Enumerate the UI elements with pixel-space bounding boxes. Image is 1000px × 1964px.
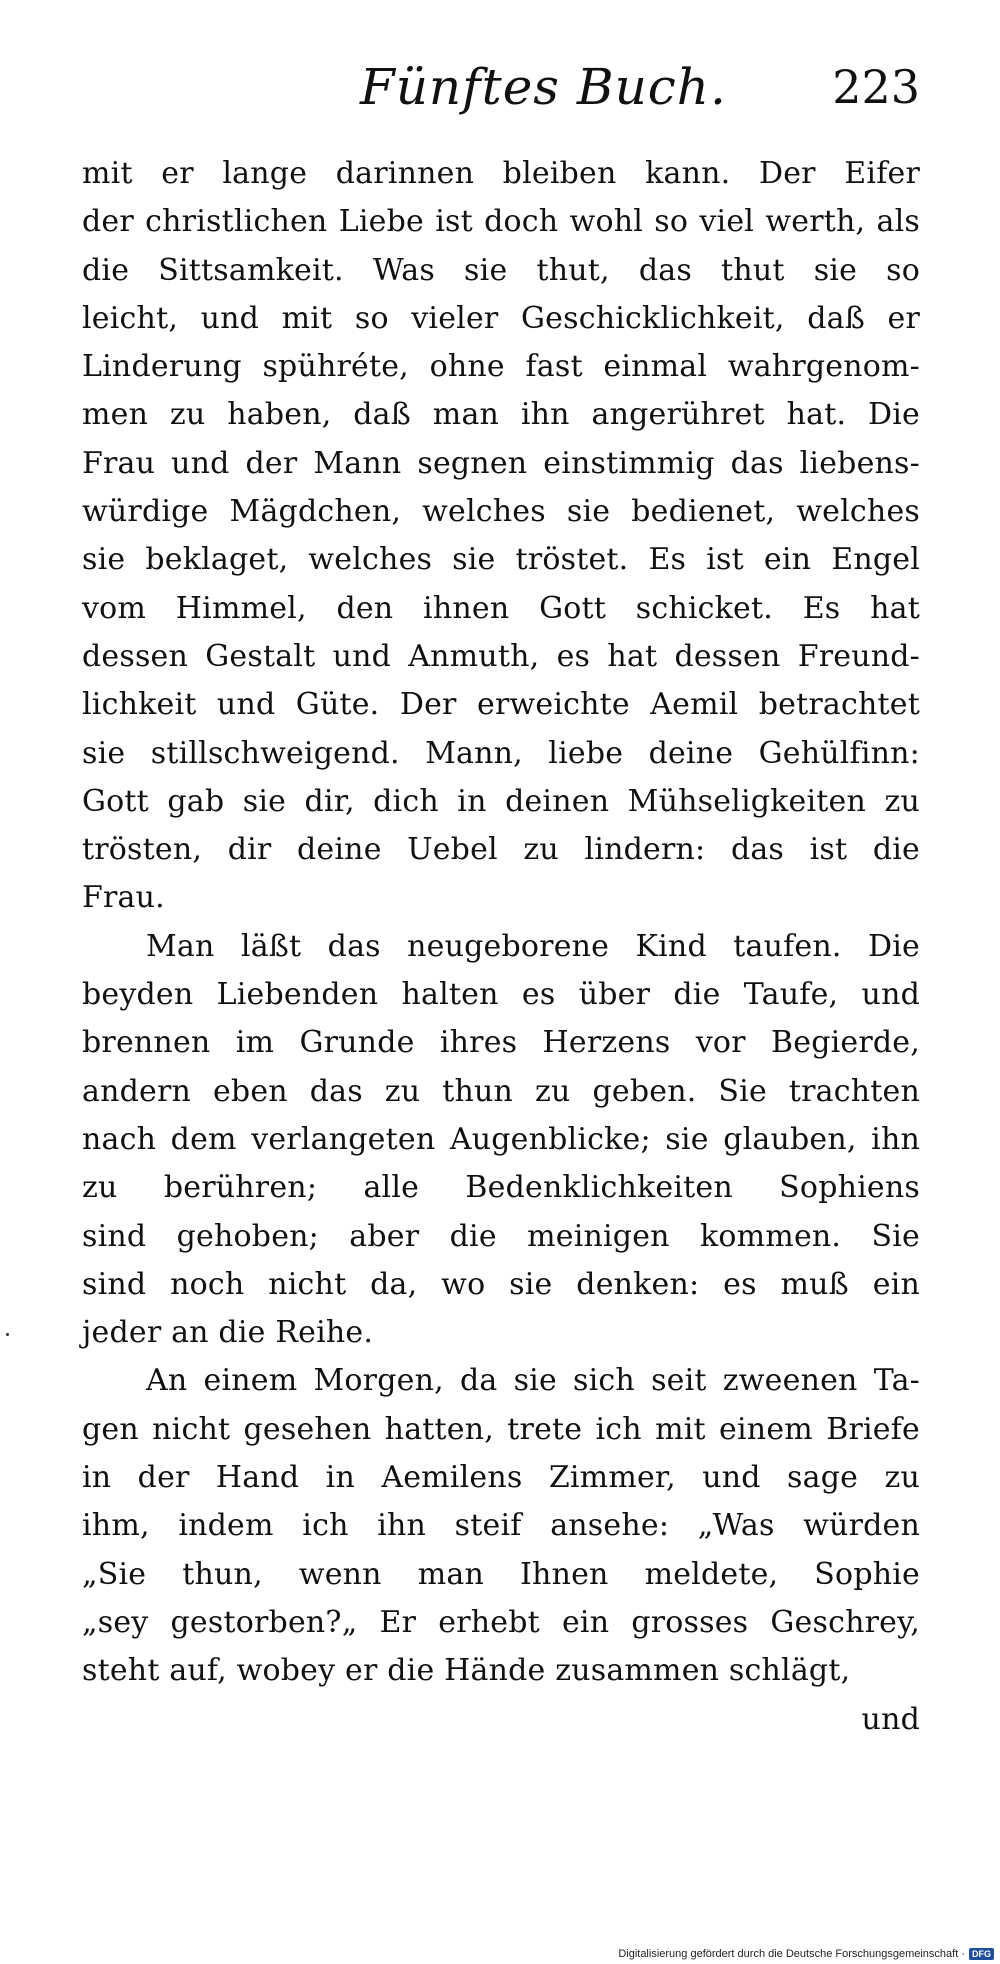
text-line: mit er lange darinnen bleiben kann. Der Eifer — [82, 156, 920, 191]
text-line: Frau. — [82, 880, 165, 916]
page-header — [90, 58, 920, 138]
text-line: der christlichen Liebe ist doch wohl so viel werth, als — [82, 204, 920, 240]
digitization-footer — [618, 1948, 994, 1960]
text-line: Frau und der Mann segnen einstimmig das liebens- — [82, 445, 920, 481]
catchword: und — [861, 1701, 920, 1737]
text-line: sind noch nicht da, wo sie denken: es muß ein — [82, 1266, 920, 1302]
text-line: in der Hand in Aemilens Zimmer, und sage zu — [82, 1460, 920, 1496]
text-line: lichkeit und Güte. Der erweichte Aemil betrachtet — [82, 687, 920, 723]
text-line: beyden Liebenden halten es über die Taufe, und — [82, 977, 920, 1013]
text-line: Man läßt das neugeborene Kind taufen. Die — [146, 928, 920, 964]
text-line: sind gehoben; aber die meinigen kommen. Sie — [82, 1218, 920, 1254]
text-line: die Sittsamkeit. Was sie thut, das thut sie so — [82, 252, 920, 288]
text-line: An einem Morgen, da sie sich seit zweenen Ta- — [146, 1363, 920, 1399]
text-line: „Sie thun, wenn man Ihnen meldete, Sophie — [82, 1556, 920, 1592]
text-line: zu berühren; alle Bedenklichkeiten Sophiens — [82, 1170, 920, 1206]
text-line: Gott gab sie dir, dich in deinen Mühseligkeiten zu — [82, 783, 920, 819]
text-line: andern eben das zu thun zu geben. Sie trachten — [82, 1073, 920, 1109]
text-line: steht auf, wobey er die Hände zusammen schlägt, — [82, 1653, 851, 1689]
text-line: nach dem verlangeten Augenblicke; sie glauben, ihn — [82, 1121, 920, 1157]
page-number: 223 — [832, 60, 920, 114]
running-head: Fünftes Buch. — [360, 58, 727, 116]
margin-speck — [6, 1333, 9, 1336]
text-line: leicht, und mit so vieler Geschicklichkeit, daß er — [82, 300, 920, 336]
text-line: men zu haben, daß man ihn angerühret hat. Die — [82, 397, 920, 433]
text-line: brennen im Grunde ihres Herzens vor Begierde, — [82, 1025, 920, 1061]
text-line: sie stillschweigend. Mann, liebe deine Gehülfinn: — [82, 735, 920, 771]
text-line: vom Himmel, den ihnen Gott schicket. Es hat — [82, 590, 920, 626]
text-line: ihm, indem ich ihn steif ansehe: „Was würden — [82, 1508, 920, 1544]
text-line: „sey gestorben?„ Er erhebt ein grosses Geschrey, — [82, 1604, 920, 1640]
text-line: würdige Mägdchen, welches sie bedienet, welches — [82, 494, 920, 530]
dfg-logo-icon: DFG — [969, 1948, 994, 1960]
text-line: trösten, dir deine Uebel zu lindern: das ist die — [82, 832, 920, 868]
text-line: dessen Gestalt und Anmuth, es hat dessen Freund- — [82, 638, 920, 674]
text-line: gen nicht gesehen hatten, trete ich mit einem Briefe — [82, 1411, 920, 1447]
text-line: Linderung spühréte, ohne fast einmal wahrgenom- — [82, 349, 920, 385]
text-line: sie beklaget, welches sie tröstet. Es ist ein Engel — [82, 542, 920, 578]
text-line: jeder an die Reihe. — [82, 1315, 374, 1351]
body-text — [82, 150, 920, 1744]
footer-credit: Digitalisierung gefördert durch die Deutsche Forschungsgemeinschaft · — [618, 1948, 965, 1960]
